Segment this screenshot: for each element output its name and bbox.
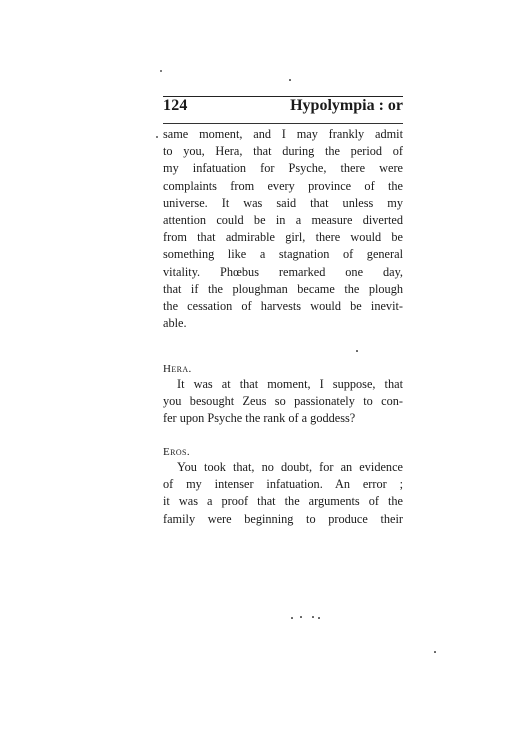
scan-speck (318, 617, 320, 619)
text-line: able. (163, 316, 187, 331)
text-line: same moment, and I may frankly admit (163, 127, 403, 141)
page-number: 124 (163, 97, 188, 114)
running-title: Hypolympia : or (290, 97, 403, 114)
scan-speck (156, 136, 158, 138)
text-line: it was a proof that the arguments of the (163, 494, 403, 509)
scan-speck (312, 616, 314, 618)
body-paragraph (163, 126, 403, 332)
scan-speck (289, 79, 291, 81)
scan-speck (300, 616, 302, 618)
text-line: attention could be in a measure diverted (163, 212, 403, 227)
scan-speck (434, 651, 436, 653)
text-line: to you, Hera, that during the period of (163, 144, 403, 159)
running-head (163, 96, 403, 119)
text-line: fer upon Psyche the rank of a goddess? (163, 411, 356, 426)
text-line: my infatuation for Psyche, there were (163, 161, 403, 176)
text-line: from that admirable girl, there would be (163, 230, 403, 245)
text-line: It was at that moment, I suppose, that (177, 377, 403, 391)
speaker-label-eros: Eros. (163, 446, 191, 458)
speaker-label-hera: Hera. (163, 363, 192, 375)
text-line: that if the ploughman became the plough (163, 281, 403, 296)
eros-paragraph (163, 459, 403, 528)
text-line: family were beginning to produce their (163, 511, 403, 526)
text-line: the cessation of harvests would be inevit- (163, 298, 403, 313)
text-line: of my intenser infatuation. An error ; (163, 477, 403, 492)
text-line: you besought Zeus so passionately to con- (163, 394, 403, 409)
scan-speck (356, 350, 358, 352)
text-line: something like a stagnation of general (163, 247, 403, 262)
text-line: universe. It was said that unless my (163, 195, 403, 210)
hera-paragraph (163, 376, 403, 428)
scan-speck (160, 70, 162, 72)
header-rule (163, 123, 403, 124)
text-line: complaints from every province of the (163, 178, 403, 193)
text-line: vitality. Phœbus remarked one day, (163, 264, 403, 279)
scan-speck (291, 617, 293, 619)
text-line: You took that, no doubt, for an evidence (177, 460, 403, 474)
